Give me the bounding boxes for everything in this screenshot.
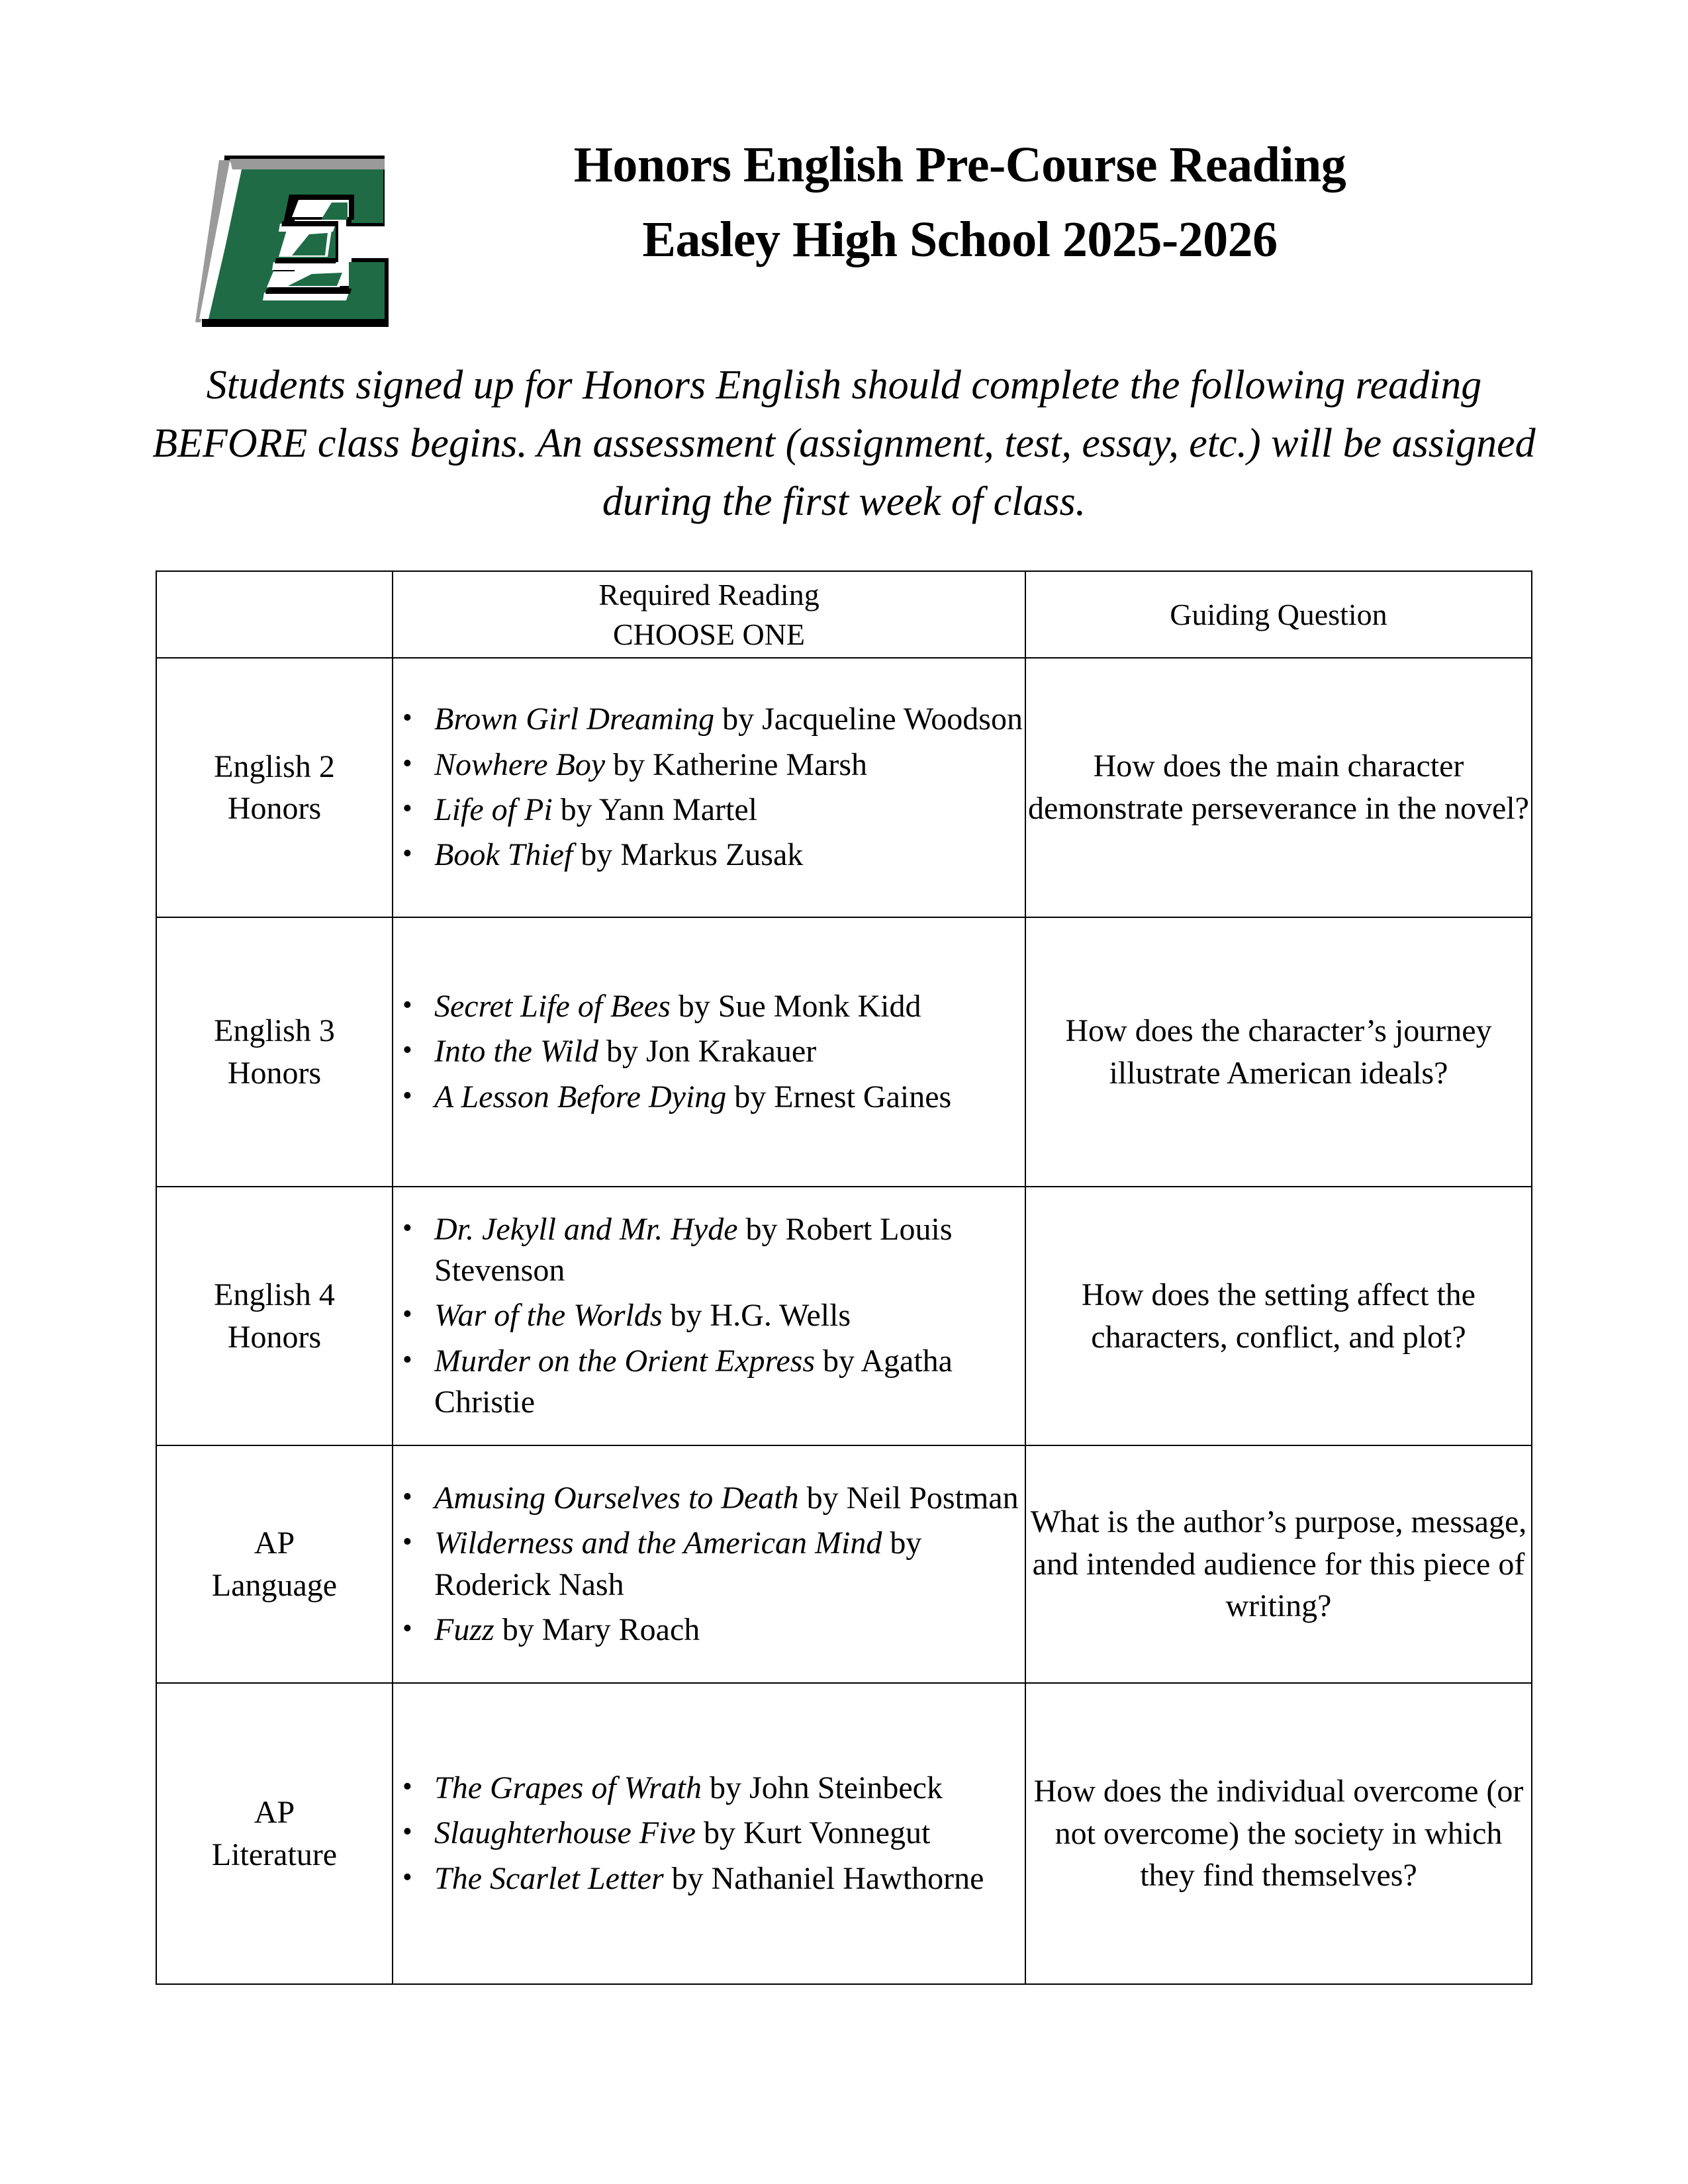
book-list <box>393 986 1025 1118</box>
bullet-icon: • <box>402 1035 412 1066</box>
list-item <box>393 745 1025 786</box>
book-title: Book Thief <box>434 837 573 873</box>
book-byline: by Jacqueline Woodson <box>714 702 1023 737</box>
course-name-line-2: Honors <box>227 791 322 826</box>
bullet-icon: • <box>402 1817 412 1848</box>
table-row <box>156 1683 1532 1984</box>
bullet-icon: • <box>402 839 412 870</box>
bullet-icon: • <box>402 1212 412 1244</box>
reading-cell-english-2-honors <box>393 658 1025 917</box>
course-name-line-2: Literature <box>211 1837 338 1872</box>
header-required-reading <box>393 571 1025 658</box>
list-item <box>393 1858 1025 1899</box>
book-byline: by Ernest Gaines <box>726 1079 952 1115</box>
book-byline: by Roderick Nash <box>434 1525 922 1602</box>
book-title: A Lesson Before Dying <box>434 1079 727 1115</box>
book-list <box>393 699 1025 876</box>
bullet-icon: • <box>402 1299 412 1330</box>
list-item <box>393 986 1025 1027</box>
course-name-line-1: AP <box>254 1795 295 1831</box>
book-title: Into the Wild <box>434 1034 598 1069</box>
book-title: Murder on the Orient Express <box>434 1343 816 1379</box>
book-byline: by Mary Roach <box>494 1612 700 1647</box>
book-title: Slaughterhouse Five <box>434 1815 696 1851</box>
book-title: War of the Worlds <box>434 1298 663 1334</box>
course-cell-english-3-honors <box>156 917 393 1187</box>
bullet-icon: • <box>402 748 412 779</box>
book-title: Fuzz <box>434 1612 494 1647</box>
document-header <box>0 113 1688 371</box>
course-cell-english-2-honors <box>156 658 393 917</box>
book-byline: by Nathaniel Hawthorne <box>663 1860 984 1896</box>
course-cell-ap-literature <box>156 1683 393 1984</box>
course-name-line-1: English 2 <box>214 749 335 784</box>
book-title: Secret Life of Bees <box>434 988 671 1024</box>
list-item <box>393 790 1025 831</box>
title-line-2: Easley High School 2025-2026 <box>642 211 1278 267</box>
course-name-line-2: Language <box>211 1567 338 1603</box>
reading-cell-ap-language <box>393 1445 1025 1683</box>
book-list <box>393 1478 1025 1651</box>
book-byline: by H.G. Wells <box>662 1298 851 1334</box>
book-title: Amusing Ourselves to Death <box>434 1480 799 1516</box>
required-reading-table <box>156 570 1532 1985</box>
guiding-question-english-3-honors: How does the character’s journey illustrate American ideals? <box>1025 917 1532 1187</box>
book-byline: by Yann Martel <box>552 792 757 827</box>
bullet-icon: • <box>402 1613 412 1644</box>
book-byline: by Jon Krakauer <box>598 1034 817 1069</box>
header-course-blank <box>156 571 393 658</box>
list-item <box>393 1768 1025 1809</box>
book-byline: by Robert Louis Stevenson <box>434 1211 953 1288</box>
header-guiding-question-label: Guiding Question <box>1170 597 1387 631</box>
header-required-reading-line-1: Required Reading <box>598 577 820 612</box>
list-item <box>393 835 1025 876</box>
course-name-line-2: Honors <box>227 1055 322 1091</box>
book-title: The Scarlet Letter <box>434 1860 664 1896</box>
bullet-icon: • <box>402 1527 412 1558</box>
reading-cell-english-4-honors <box>393 1187 1025 1445</box>
course-name-line-1: English 3 <box>214 1013 335 1049</box>
title-line-1: Honors English Pre-Course Reading <box>573 137 1346 193</box>
list-item <box>393 1610 1025 1651</box>
guiding-question-english-2-honors: How does the main character demonstrate perseverance in the novel? <box>1025 658 1532 917</box>
reading-cell-english-3-honors <box>393 917 1025 1187</box>
school-e-logo-icon <box>195 120 394 332</box>
list-item <box>393 1341 1025 1424</box>
bullet-icon: • <box>402 989 412 1021</box>
book-byline: by Kurt Vonnegut <box>696 1815 931 1851</box>
course-cell-english-4-honors <box>156 1187 393 1445</box>
course-name-line-1: English 4 <box>214 1277 335 1313</box>
book-title: Life of Pi <box>434 792 553 827</box>
book-byline: by Neil Postman <box>798 1480 1019 1516</box>
list-item <box>393 1523 1025 1606</box>
book-list <box>393 1768 1025 1899</box>
book-byline: by John Steinbeck <box>702 1770 943 1805</box>
bullet-icon: • <box>402 1862 412 1893</box>
book-title: Brown Girl Dreaming <box>434 702 715 737</box>
book-title: Dr. Jekyll and Mr. Hyde <box>434 1211 738 1247</box>
book-byline: by Markus Zusak <box>573 837 804 873</box>
bullet-icon: • <box>402 703 412 734</box>
guiding-question-ap-literature: How does the individual overcome (or not overcome) the society in which they find themselves? <box>1025 1683 1532 1984</box>
table-row <box>156 1187 1532 1445</box>
course-name-line-2: Honors <box>227 1319 322 1355</box>
header-guiding-question <box>1025 571 1532 658</box>
book-title: Nowhere Boy <box>434 747 606 782</box>
table-row <box>156 1445 1532 1683</box>
list-item <box>393 699 1025 740</box>
list-item <box>393 1209 1025 1292</box>
table-row <box>156 658 1532 917</box>
book-list <box>393 1209 1025 1424</box>
list-item <box>393 1295 1025 1336</box>
reading-cell-ap-literature <box>393 1683 1025 1984</box>
book-title: Wilderness and the American Mind <box>434 1525 882 1561</box>
bullet-icon: • <box>402 1481 412 1512</box>
list-item <box>393 1478 1025 1519</box>
bullet-icon: • <box>402 1344 412 1375</box>
list-item <box>393 1077 1025 1118</box>
list-item <box>393 1031 1025 1072</box>
course-cell-ap-language <box>156 1445 393 1683</box>
bullet-icon: • <box>402 794 412 824</box>
bullet-icon: • <box>402 1771 412 1802</box>
bullet-icon: • <box>402 1080 412 1111</box>
table-header-row <box>156 571 1532 658</box>
guiding-question-ap-language: What is the author’s purpose, message, and intended audience for this piece of writing? <box>1025 1445 1532 1683</box>
header-required-reading-line-2: CHOOSE ONE <box>612 617 806 651</box>
guiding-question-english-4-honors: How does the setting affect the characters, conflict, and plot? <box>1025 1187 1532 1445</box>
course-name-line-1: AP <box>254 1525 295 1561</box>
table-row <box>156 917 1532 1187</box>
page-title <box>397 132 1523 273</box>
book-byline: by Agatha Christie <box>434 1343 953 1420</box>
easley-high-school-e-logo <box>195 120 394 332</box>
book-byline: by Katherine Marsh <box>605 747 868 782</box>
book-byline: by Sue Monk Kidd <box>670 988 921 1024</box>
book-title: The Grapes of Wrath <box>434 1770 702 1805</box>
intro-paragraph: Students signed up for Honors English should complete the following reading BEFORE class begins. An assessment (assignment, test, essay, etc.) will be assigned during the first week of class. <box>152 363 1536 525</box>
list-item <box>393 1813 1025 1854</box>
